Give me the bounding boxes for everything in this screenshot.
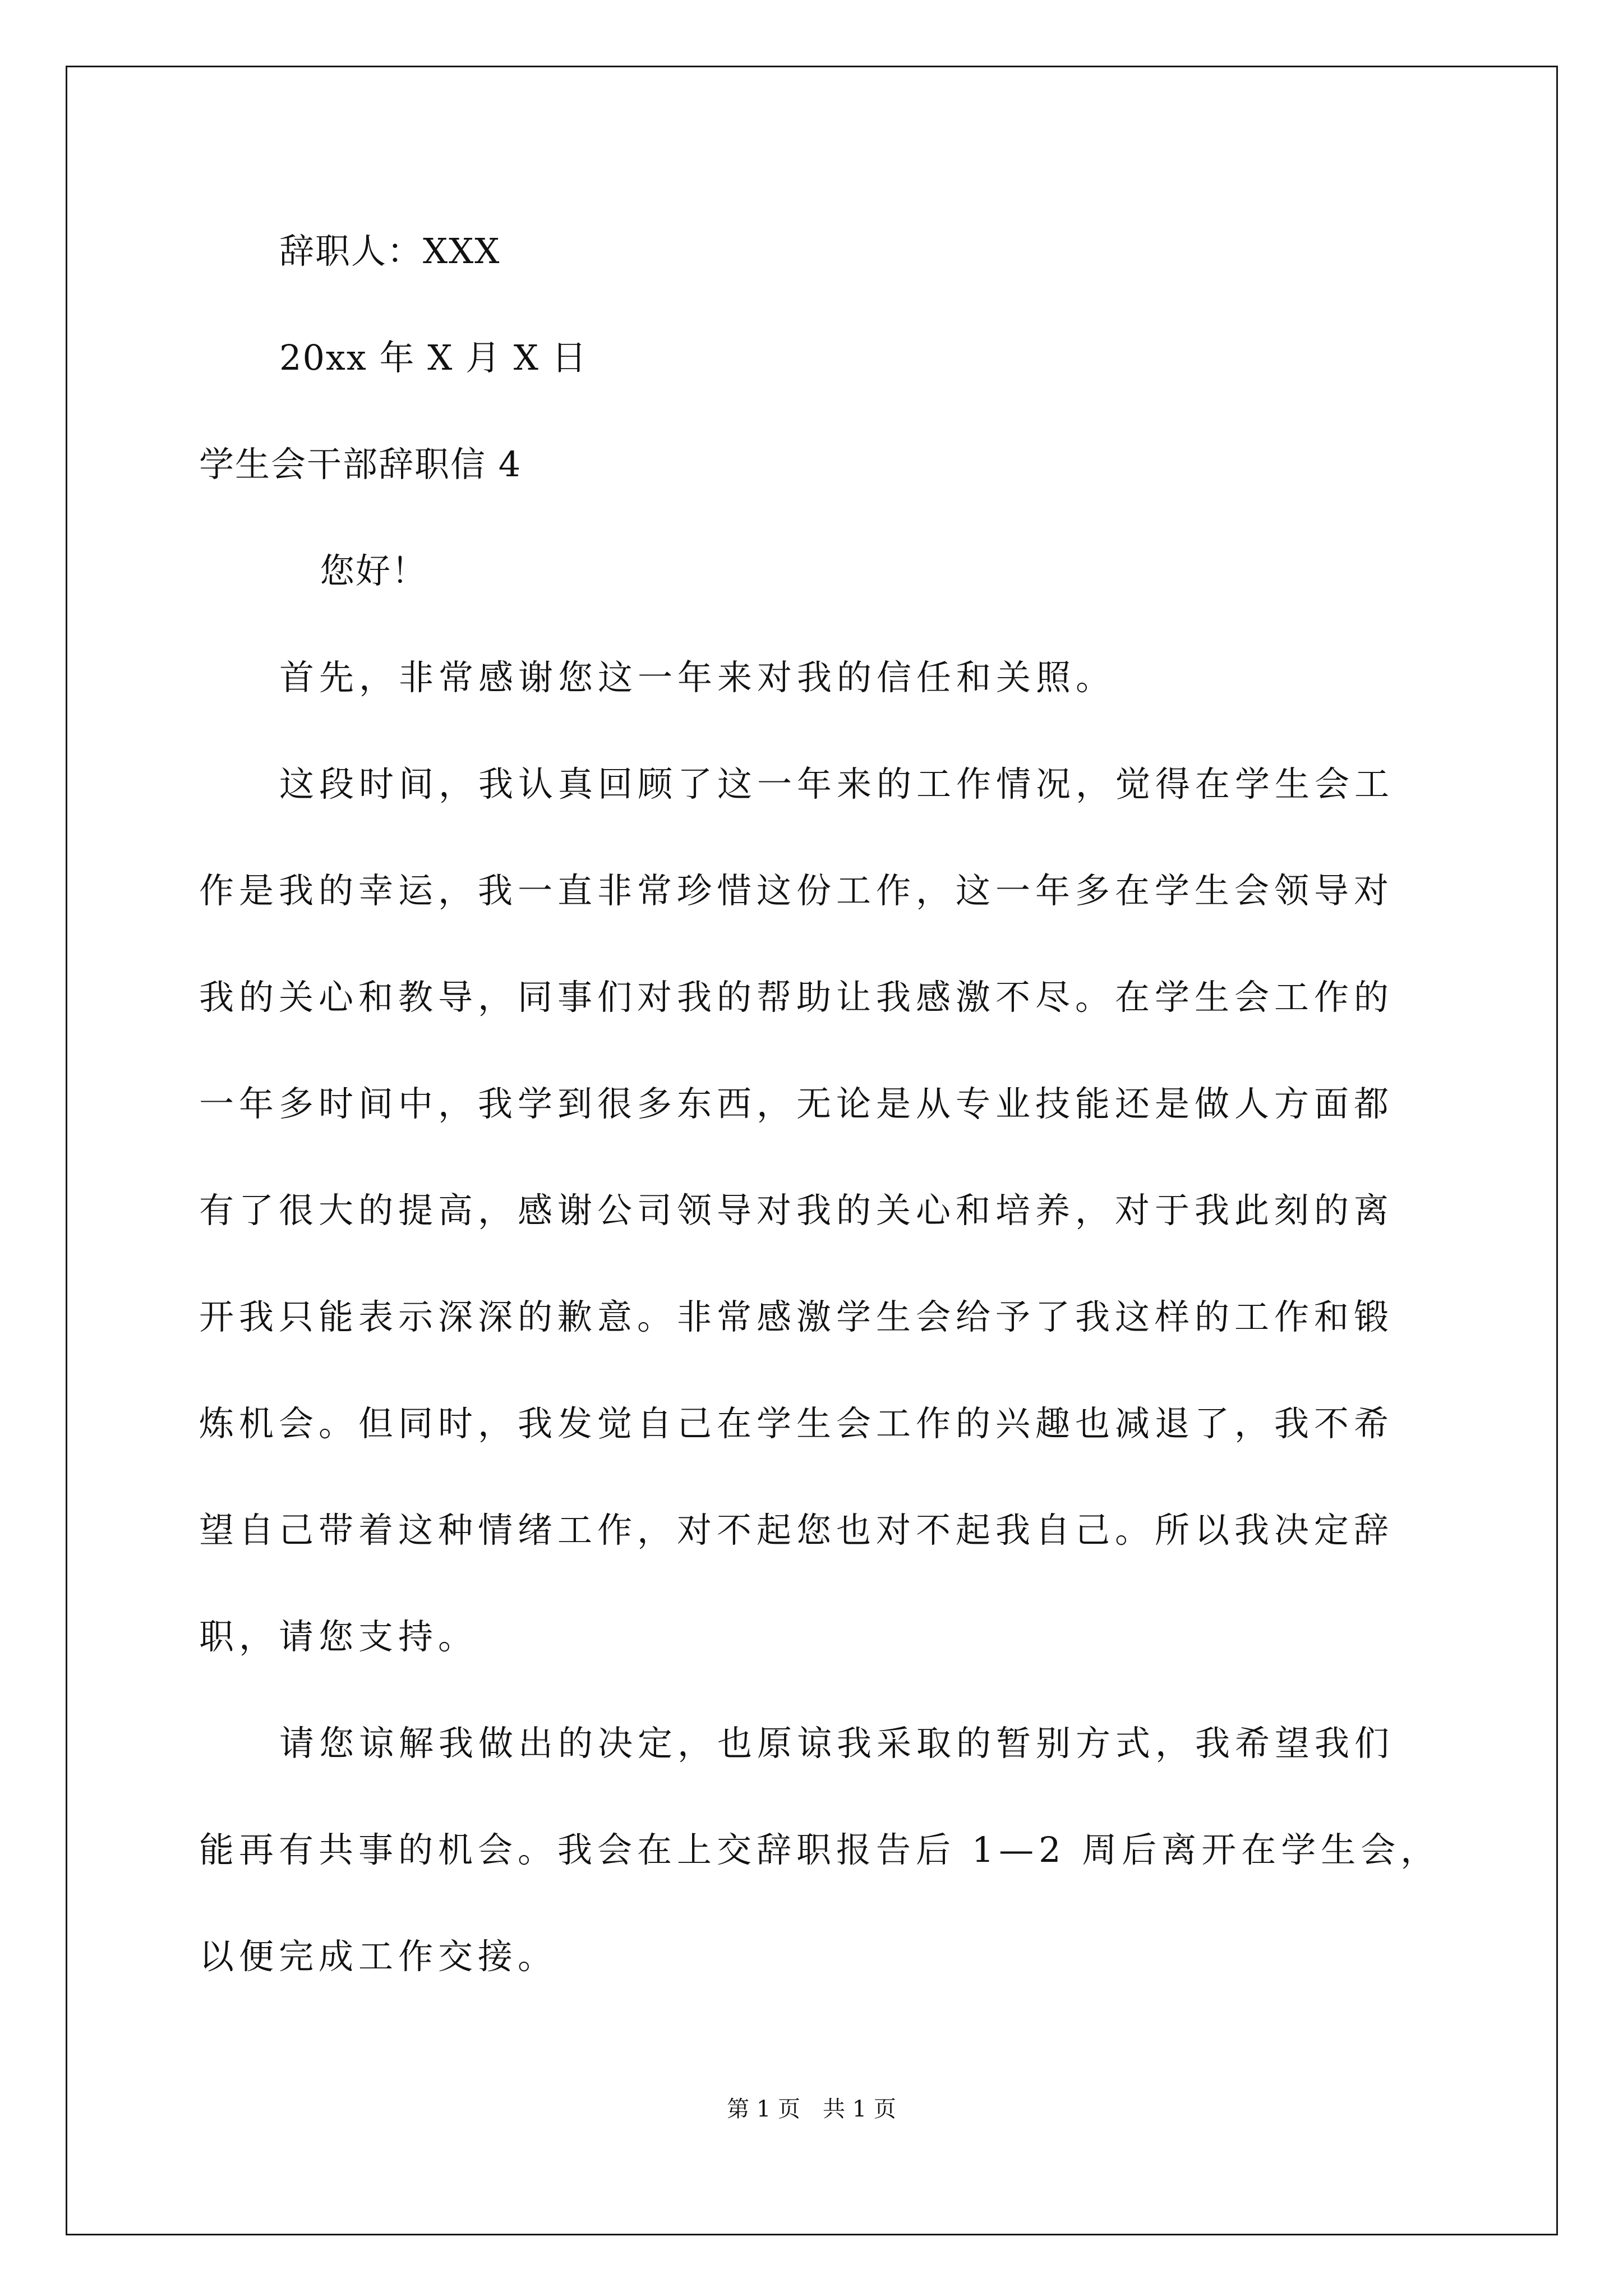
paragraph-2-line: 职，请您支持。 (199, 1616, 478, 1657)
paragraph-3-line: 以便完成工作交接。 (199, 1936, 558, 1977)
paragraph-2-line: 有了很大的提高，感谢公司领导对我的关心和培养，对于我此刻的离 (199, 1190, 1394, 1231)
paragraph-2-line: 望自己带着这种情绪工作，对不起您也对不起我自己。所以我决定辞 (199, 1510, 1394, 1550)
paragraph-3-line: 能再有共事的机会。我会在上交辞职报告后 1—2 周后离开在学生会， (199, 1829, 1441, 1870)
letter-heading: 学生会干部辞职信 4 (199, 444, 522, 485)
page-border (66, 66, 1558, 2235)
paragraph-1: 首先，非常感谢您这一年来对我的信任和关照。 (279, 657, 1116, 698)
paragraph-3-line: 请您谅解我做出的决定，也原谅我采取的暂别方式，我希望我们 (279, 1723, 1395, 1764)
paragraph-2-line: 作是我的幸运，我一直非常珍惜这份工作，这一年多在学生会领导对 (199, 870, 1394, 911)
page-number-footer: 第 1 页 共 1 页 (727, 2096, 896, 2122)
paragraph-2-line: 这段时间，我认真回顾了这一年来的工作情况，觉得在学生会工 (279, 763, 1395, 804)
greeting: 您好！ (320, 550, 428, 591)
paragraph-2-line: 开我只能表示深深的歉意。非常感激学生会给予了我这样的工作和锻 (199, 1296, 1394, 1337)
signature-line: 辞职人：XXX (279, 231, 501, 272)
date-line: 20xx 年 X 月 X 日 (279, 337, 588, 378)
paragraph-2-line: 我的关心和教导，同事们对我的帮助让我感激不尽。在学生会工作的 (199, 977, 1394, 1018)
paragraph-2-line: 一年多时间中，我学到很多东西，无论是从专业技能还是做人方面都 (199, 1083, 1394, 1124)
paragraph-2-line: 炼机会。但同时，我发觉自己在学生会工作的兴趣也减退了，我不希 (199, 1403, 1394, 1444)
